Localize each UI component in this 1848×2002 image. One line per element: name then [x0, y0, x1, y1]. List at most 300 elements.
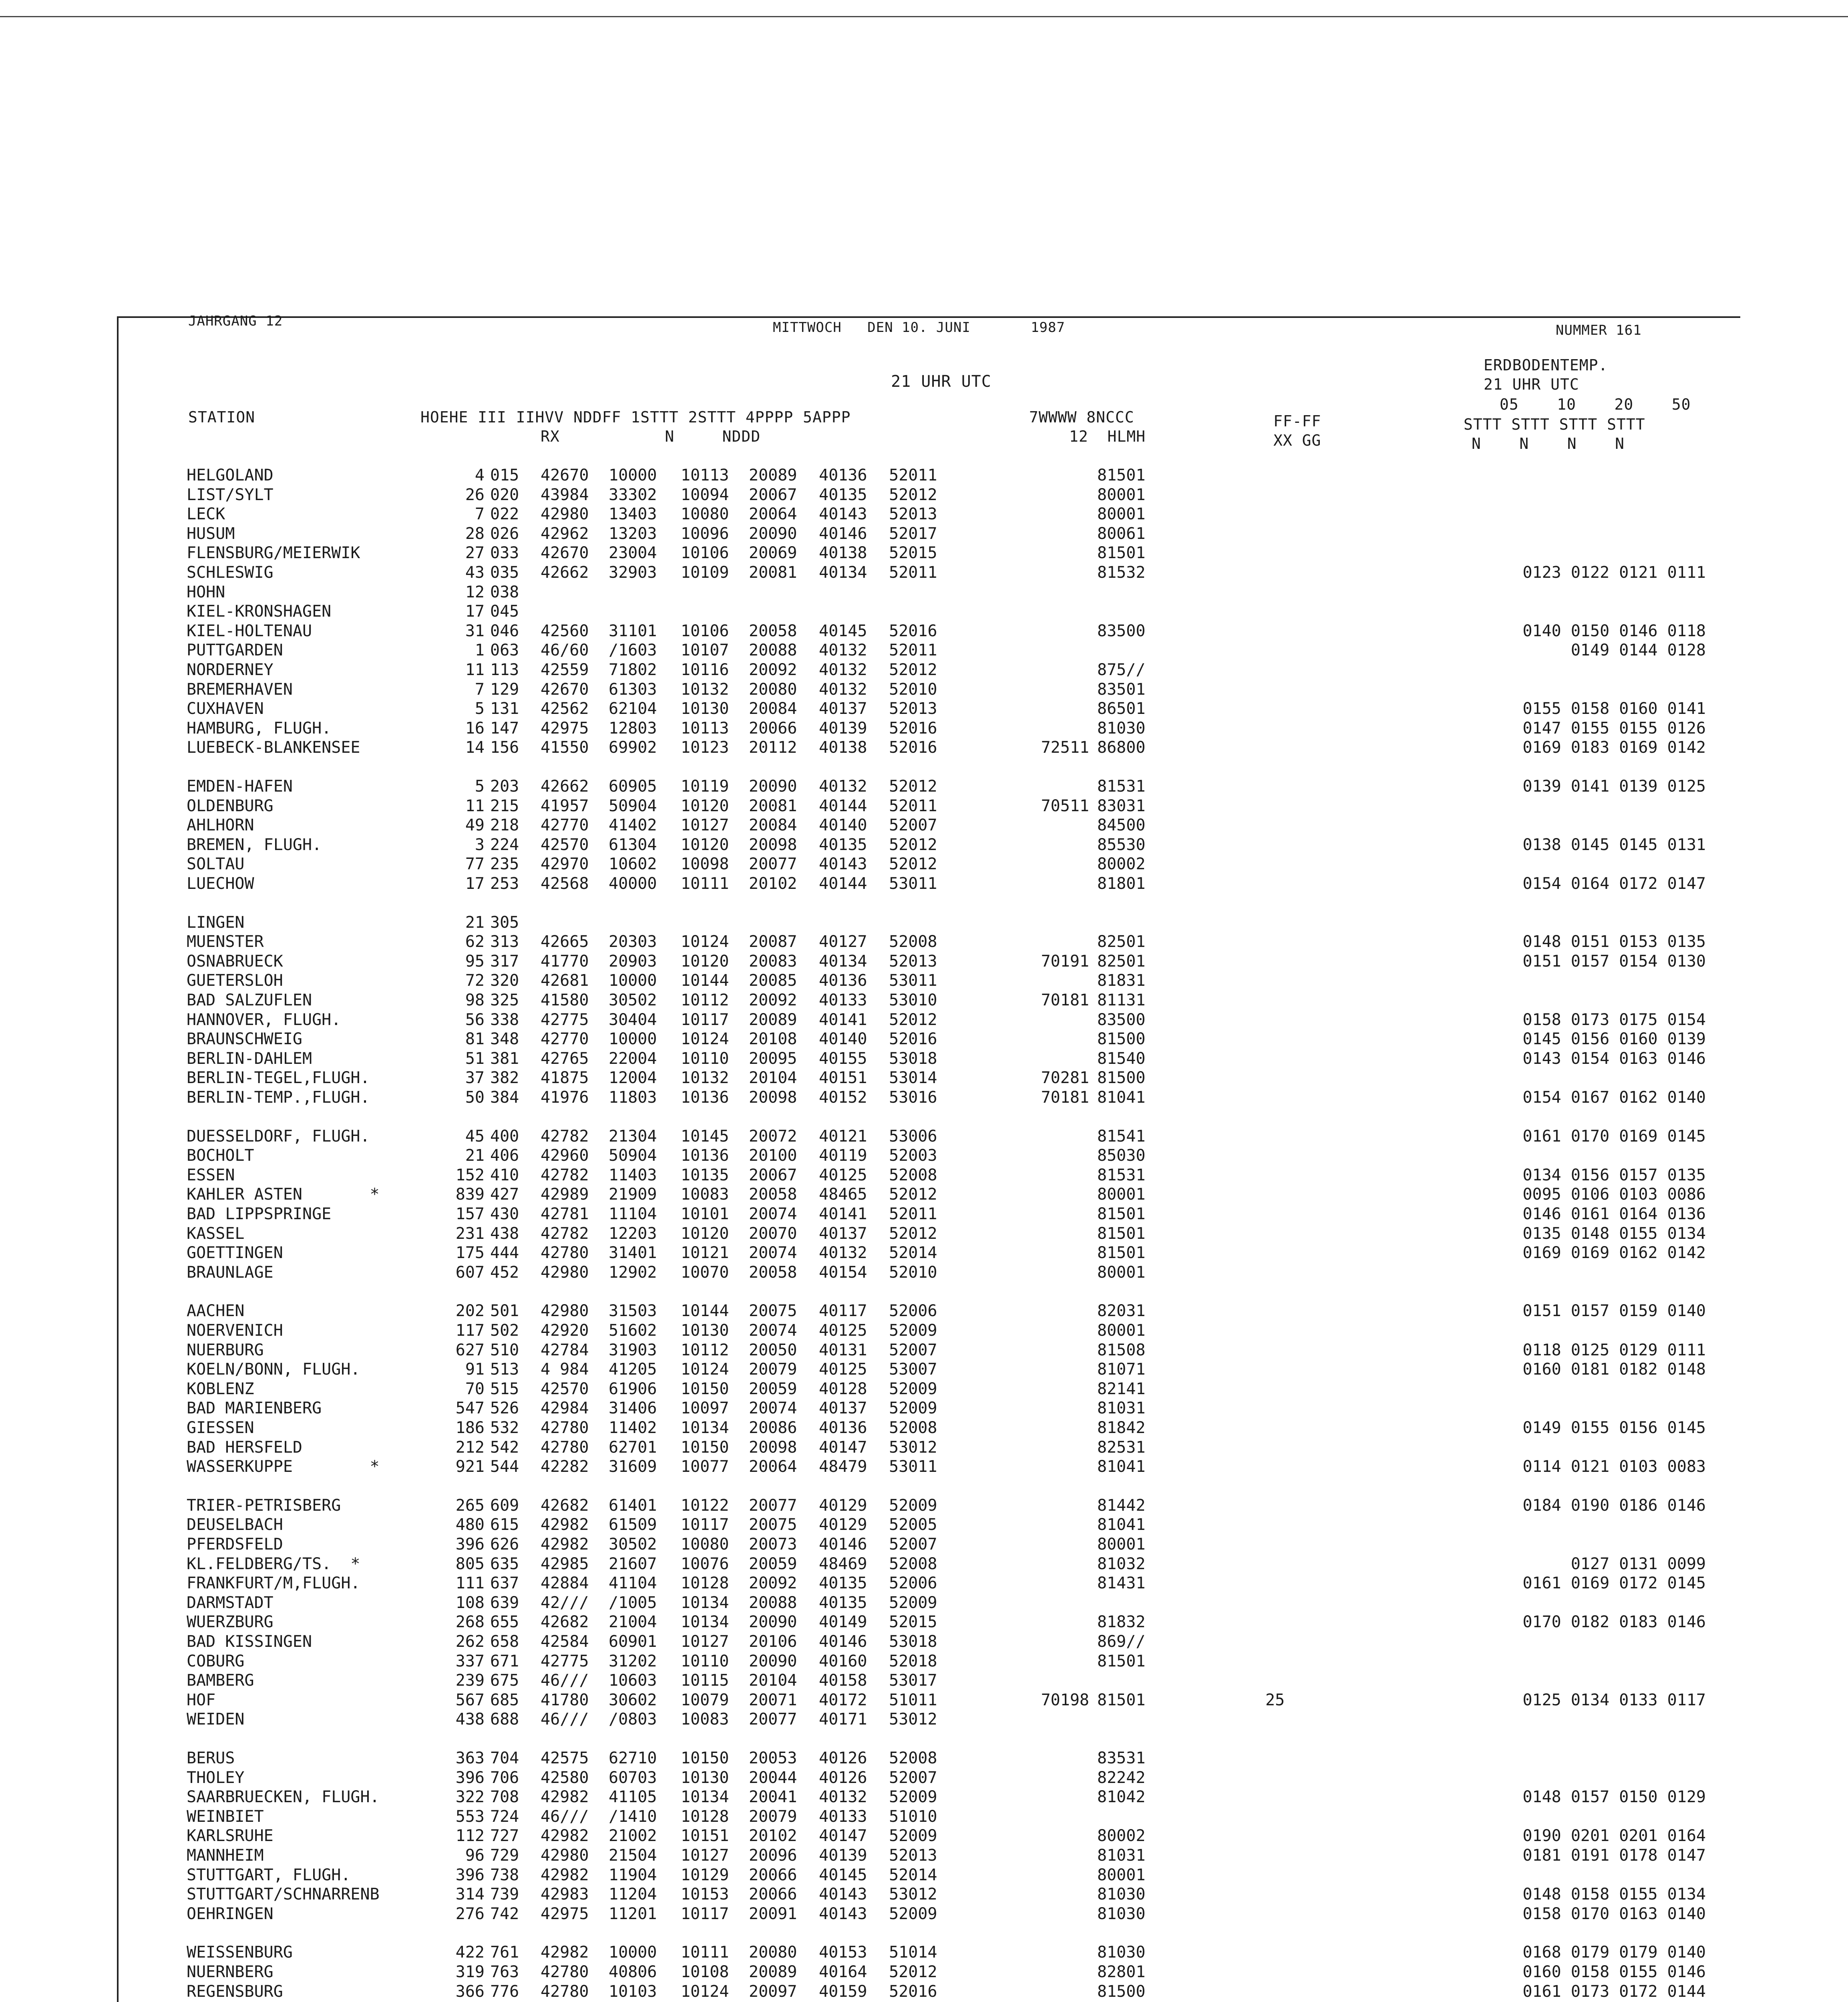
group-2sttt: 20098: [749, 836, 797, 854]
soil-temps: 0158 0173 0175 0154: [1522, 1011, 1706, 1029]
group-4pppp: 40158: [819, 1671, 867, 1690]
station-name: MANNHEIM: [187, 1846, 264, 1865]
group-5appp: 52008: [889, 1749, 937, 1767]
group-4pppp: 40144: [819, 797, 867, 815]
group-nddff: 21504: [609, 1846, 657, 1865]
group-4pppp: 40125: [819, 1166, 867, 1184]
station-number: 704: [490, 1749, 519, 1767]
group-8nccc: 82501: [1097, 933, 1146, 951]
group-nddff: 33302: [609, 486, 657, 504]
group-1sttt: 10132: [681, 1069, 729, 1087]
group-2sttt: 20081: [749, 797, 797, 815]
group-iihvv: 42782: [541, 1127, 589, 1146]
station-name: SAARBRUECKEN, FLUGH.: [187, 1788, 380, 1806]
group-iihvv: 42770: [541, 1030, 589, 1048]
group-5appp: 52015: [889, 1613, 937, 1631]
soil-temps: 0161 0169 0172 0145: [1522, 1574, 1706, 1592]
group-4pppp: 40133: [819, 991, 867, 1009]
station-number: 763: [490, 1963, 519, 1981]
station-number: 384: [490, 1088, 519, 1107]
group-8nccc: 80001: [1097, 486, 1146, 504]
group-4pppp: 40147: [819, 1438, 867, 1457]
group-1sttt: 10134: [681, 1788, 729, 1806]
station-height: 262: [455, 1632, 485, 1651]
group-5appp: 52009: [889, 1321, 937, 1340]
group-2sttt: 20089: [749, 1011, 797, 1029]
station-name: HOF: [187, 1691, 216, 1709]
group-4pppp: 40143: [819, 1885, 867, 1904]
soil-temps: 0139 0141 0139 0125: [1522, 777, 1706, 796]
soil-temps: 0127 0131 0099: [1570, 1555, 1706, 1573]
soil-temps: 0169 0183 0169 0142: [1522, 738, 1706, 757]
group-nddff: 61509: [609, 1516, 657, 1534]
soil-temps: 0161 0170 0169 0145: [1522, 1127, 1706, 1146]
group-4pppp: 40145: [819, 1866, 867, 1884]
station-name: THOLEY: [187, 1769, 245, 1787]
group-iihvv: 42682: [541, 1613, 589, 1631]
group-4pppp: 40132: [819, 680, 867, 699]
group-1sttt: 10127: [681, 1846, 729, 1865]
group-2sttt: 20097: [749, 1982, 797, 2001]
station-number: 410: [490, 1166, 519, 1184]
group-1sttt: 10144: [681, 971, 729, 990]
station-number: 438: [490, 1224, 519, 1243]
station-height: 14: [465, 738, 485, 757]
station-number: 020: [490, 486, 519, 504]
station-name: WEINBIET: [187, 1807, 264, 1826]
soil-temps: 0151 0157 0154 0130: [1522, 952, 1706, 971]
group-5appp: 52005: [889, 1516, 937, 1534]
group-8nccc: 81030: [1097, 1943, 1146, 1962]
group-5appp: 52012: [889, 1224, 937, 1243]
station-number: 444: [490, 1244, 519, 1262]
group-1sttt: 10096: [681, 525, 729, 543]
group-2sttt: 20053: [749, 1749, 797, 1767]
group-1sttt: 10134: [681, 1419, 729, 1437]
group-8nccc: 81442: [1097, 1496, 1146, 1515]
soil-temps: 0148 0157 0150 0129: [1522, 1788, 1706, 1806]
station-name: REGENSBURG: [187, 1982, 283, 2001]
station-name: SOLTAU: [187, 855, 245, 873]
group-iihvv: 42980: [541, 1263, 589, 1282]
group-2sttt: 20075: [749, 1302, 797, 1320]
group-5appp: 52009: [889, 1380, 937, 1398]
station-number: 131: [490, 699, 519, 718]
group-nddff: 11104: [609, 1205, 657, 1223]
group-1sttt: 10111: [681, 874, 729, 893]
station-number: 609: [490, 1496, 519, 1515]
group-2sttt: 20073: [749, 1535, 797, 1554]
group-2sttt: 20077: [749, 855, 797, 873]
group-4pppp: 48465: [819, 1185, 867, 1204]
group-iihvv: 46///: [541, 1710, 589, 1729]
group-4pppp: 40133: [819, 1807, 867, 1826]
group-5appp: 52016: [889, 1030, 937, 1048]
group-2sttt: 20059: [749, 1380, 797, 1398]
station-height: 56: [465, 1011, 485, 1029]
group-2sttt: 20070: [749, 1224, 797, 1243]
station-height: 51: [465, 1049, 485, 1068]
group-nddff: 21304: [609, 1127, 657, 1146]
group-4pppp: 40135: [819, 1594, 867, 1612]
group-iihvv: 42665: [541, 933, 589, 951]
station-height: 268: [455, 1613, 485, 1631]
group-8nccc: 85030: [1097, 1146, 1146, 1165]
soil-temps: 0138 0145 0145 0131: [1522, 836, 1706, 854]
group-nddff: 12004: [609, 1069, 657, 1087]
station-name: KOELN/BONN, FLUGH.: [187, 1360, 360, 1379]
group-nddff: 31101: [609, 622, 657, 640]
group-4pppp: 40127: [819, 933, 867, 951]
soil-temps: 0149 0155 0156 0145: [1522, 1419, 1706, 1437]
group-8nccc: 80002: [1097, 855, 1146, 873]
group-8nccc: 80001: [1097, 1185, 1146, 1204]
group-nddff: 61906: [609, 1380, 657, 1398]
group-4pppp: 40160: [819, 1652, 867, 1670]
group-iihvv: 42980: [541, 505, 589, 523]
group-5appp: 52003: [889, 1146, 937, 1165]
wind-column-header: FF-FF: [1273, 412, 1321, 430]
soil-temps: 0154 0164 0172 0147: [1522, 874, 1706, 893]
group-1sttt: 10120: [681, 952, 729, 971]
group-2sttt: 20074: [749, 1321, 797, 1340]
group-8nccc: 81041: [1097, 1088, 1146, 1107]
station-number: 688: [490, 1710, 519, 1729]
group-8nccc: 80001: [1097, 1866, 1146, 1884]
group-iihvv: 42568: [541, 874, 589, 893]
station-number: 544: [490, 1457, 519, 1476]
station-height: 839: [455, 1185, 485, 1204]
station-height: 553: [455, 1807, 485, 1826]
station-height: 49: [465, 816, 485, 834]
soil-temps: 0143 0154 0163 0146: [1522, 1049, 1706, 1068]
group-4pppp: 40146: [819, 525, 867, 543]
station-name: FLENSBURG/MEIERWIK: [187, 544, 360, 562]
station-height: 62: [465, 933, 485, 951]
group-4pppp: 40146: [819, 1632, 867, 1651]
station-name: LIST/SYLT: [187, 486, 273, 504]
group-1sttt: 10130: [681, 699, 729, 718]
station-number: 113: [490, 661, 519, 679]
group-column-subheader: RX N NDDD: [541, 428, 761, 445]
group-5appp: 52008: [889, 1555, 937, 1573]
station-name: NOERVENICH: [187, 1321, 283, 1340]
station-number: 325: [490, 991, 519, 1009]
station-name: PUTTGARDEN: [187, 641, 283, 659]
group-7wwww: 72511: [1041, 738, 1089, 757]
station-height: 43: [465, 563, 485, 582]
soil-temps: 0181 0191 0178 0147: [1522, 1846, 1706, 1865]
group-8nccc: 81500: [1097, 1069, 1146, 1087]
group-5appp: 52012: [889, 777, 937, 796]
group-iihvv: 42980: [541, 1846, 589, 1865]
soil-temps: 0149 0144 0128: [1570, 641, 1706, 659]
group-2sttt: 20075: [749, 1516, 797, 1534]
group-column-header: HOEHE III IIHVV NDDFF 1STTT 2STTT 4PPPP 5APPP: [420, 408, 851, 426]
group-5appp: 53012: [889, 1710, 937, 1729]
group-iihvv: 46/60: [541, 641, 589, 659]
group-5appp: 52016: [889, 719, 937, 738]
group-8nccc: 80001: [1097, 1321, 1146, 1340]
group-2sttt: 20092: [749, 991, 797, 1009]
group-4pppp: 40138: [819, 544, 867, 562]
station-height: 239: [455, 1671, 485, 1690]
group-iihvv: 42920: [541, 1321, 589, 1340]
group-nddff: 69902: [609, 738, 657, 757]
group-1sttt: 10106: [681, 544, 729, 562]
group-4pppp: 40126: [819, 1749, 867, 1767]
group-8nccc: 82801: [1097, 1963, 1146, 1981]
group-4pppp: 40131: [819, 1341, 867, 1359]
station-height: 396: [455, 1866, 485, 1884]
group-nddff: 60703: [609, 1769, 657, 1787]
group-1sttt: 10128: [681, 1574, 729, 1592]
station-height: 186: [455, 1419, 485, 1437]
group-4pppp: 48479: [819, 1457, 867, 1476]
scan-edge-line: [0, 16, 1848, 17]
station-height: 607: [455, 1263, 485, 1282]
group-nddff: 41105: [609, 1788, 657, 1806]
group-5appp: 53016: [889, 1088, 937, 1107]
station-name: GUETERSLOH: [187, 971, 283, 990]
group-nddff: 51602: [609, 1321, 657, 1340]
station-number: 708: [490, 1788, 519, 1806]
group-8nccc: 81801: [1097, 874, 1146, 893]
group-iihvv: 42782: [541, 1224, 589, 1243]
group-5appp: 52011: [889, 1205, 937, 1223]
station-name: DARMSTADT: [187, 1594, 273, 1612]
group-8nccc: 82501: [1097, 952, 1146, 971]
group-iihvv: 41770: [541, 952, 589, 971]
group-8nccc: 82141: [1097, 1380, 1146, 1398]
station-height: 157: [455, 1205, 485, 1223]
station-name: CUXHAVEN: [187, 699, 264, 718]
group-4pppp: 40143: [819, 1905, 867, 1923]
group-2sttt: 20085: [749, 971, 797, 990]
group-7wwww: 70181: [1041, 991, 1089, 1009]
group-nddff: 62710: [609, 1749, 657, 1767]
group-nddff: 21909: [609, 1185, 657, 1204]
group-nddff: 61304: [609, 836, 657, 854]
group-2sttt: 20083: [749, 952, 797, 971]
group-nddff: 10000: [609, 1030, 657, 1048]
station-name: BAD KISSINGEN: [187, 1632, 312, 1651]
group-4pppp: 40121: [819, 1127, 867, 1146]
group-8nccc: 81071: [1097, 1360, 1146, 1379]
group-8nccc: 81431: [1097, 1574, 1146, 1592]
group-nddff: 50904: [609, 797, 657, 815]
station-number: 727: [490, 1827, 519, 1845]
group-5appp: 52015: [889, 544, 937, 562]
group-nddff: 13203: [609, 525, 657, 543]
group-8nccc: 81532: [1097, 563, 1146, 582]
station-number: 501: [490, 1302, 519, 1320]
group-2sttt: 20087: [749, 933, 797, 951]
station-height: 7: [475, 505, 485, 523]
group-iihvv: 42670: [541, 466, 589, 484]
group-2sttt: 20064: [749, 1457, 797, 1476]
group-2sttt: 20072: [749, 1127, 797, 1146]
soil-temps: 0160 0181 0182 0148: [1522, 1360, 1706, 1379]
station-number: 615: [490, 1516, 519, 1534]
group-2sttt: 20088: [749, 641, 797, 659]
station-name: WEIDEN: [187, 1710, 245, 1729]
group-2sttt: 20066: [749, 719, 797, 738]
group-nddff: 61303: [609, 680, 657, 699]
station-number: 215: [490, 797, 519, 815]
station-name: KAHLER ASTEN *: [187, 1185, 380, 1204]
station-height: 322: [455, 1788, 485, 1806]
group-1sttt: 10122: [681, 1496, 729, 1515]
group-1sttt: 10076: [681, 1555, 729, 1573]
group-iihvv: 42560: [541, 622, 589, 640]
station-height: 31: [465, 622, 485, 640]
group-nddff: 61401: [609, 1496, 657, 1515]
station-name: BERLIN-TEGEL,FLUGH.: [187, 1069, 370, 1087]
group-2sttt: 20067: [749, 1166, 797, 1184]
weather-column-header: 7WWWW 8NCCC: [1029, 408, 1134, 426]
group-iihvv: 42960: [541, 1146, 589, 1165]
group-iihvv: 42781: [541, 1205, 589, 1223]
group-7wwww: 70281: [1041, 1069, 1089, 1087]
station-number: 658: [490, 1632, 519, 1651]
station-name: NUERBURG: [187, 1341, 264, 1359]
group-5appp: 52008: [889, 1166, 937, 1184]
group-1sttt: 10083: [681, 1710, 729, 1729]
group-nddff: 11204: [609, 1885, 657, 1904]
station-height: 96: [465, 1846, 485, 1865]
station-height: 547: [455, 1399, 485, 1417]
group-5appp: 53011: [889, 971, 937, 990]
group-1sttt: 10151: [681, 1827, 729, 1845]
group-iihvv: 42962: [541, 525, 589, 543]
group-8nccc: 83031: [1097, 797, 1146, 815]
soil-temps: 0114 0121 0103 0083: [1522, 1457, 1706, 1476]
group-nddff: 30404: [609, 1011, 657, 1029]
group-8nccc: 82242: [1097, 1769, 1146, 1787]
station-name: KL.FELDBERG/TS. *: [187, 1555, 360, 1573]
group-nddff: 41104: [609, 1574, 657, 1592]
group-iihvv: 46///: [541, 1807, 589, 1826]
group-5appp: 52008: [889, 933, 937, 951]
group-1sttt: 10116: [681, 661, 729, 679]
station-number: 045: [490, 602, 519, 621]
group-8nccc: 81531: [1097, 777, 1146, 796]
group-5appp: 53014: [889, 1069, 937, 1087]
group-8nccc: 80001: [1097, 505, 1146, 523]
group-7wwww: 70191: [1041, 952, 1089, 971]
group-4pppp: 40135: [819, 836, 867, 854]
station-height: 91: [465, 1360, 485, 1379]
station-height: 37: [465, 1069, 485, 1087]
group-1sttt: 10080: [681, 1535, 729, 1554]
group-nddff: 31406: [609, 1399, 657, 1417]
soil-temp-time: 21 UHR UTC: [1484, 376, 1579, 393]
station-height: 276: [455, 1905, 485, 1923]
station-name: MUENSTER: [187, 933, 264, 951]
group-2sttt: 20074: [749, 1399, 797, 1417]
station-number: 742: [490, 1905, 519, 1923]
station-name: HANNOVER, FLUGH.: [187, 1011, 341, 1029]
group-8nccc: 81032: [1097, 1555, 1146, 1573]
station-number: 305: [490, 913, 519, 932]
soil-temps: 0151 0157 0159 0140: [1522, 1302, 1706, 1320]
group-iihvv: 42662: [541, 777, 589, 796]
group-iihvv: 42559: [541, 661, 589, 679]
group-iihvv: 42989: [541, 1185, 589, 1204]
station-name: AACHEN: [187, 1302, 245, 1320]
group-iihvv: 42575: [541, 1749, 589, 1767]
group-nddff: 11403: [609, 1166, 657, 1184]
station-number: 406: [490, 1146, 519, 1165]
group-5appp: 52012: [889, 836, 937, 854]
station-number: 542: [490, 1438, 519, 1457]
group-5appp: 53011: [889, 874, 937, 893]
station-name: KIEL-HOLTENAU: [187, 622, 312, 640]
station-number: 515: [490, 1380, 519, 1398]
station-number: 253: [490, 874, 519, 893]
group-1sttt: 10121: [681, 1244, 729, 1262]
group-5appp: 52007: [889, 1341, 937, 1359]
group-2sttt: 20092: [749, 661, 797, 679]
station-height: 627: [455, 1341, 485, 1359]
station-name: LINGEN: [187, 913, 245, 932]
station-height: 17: [465, 874, 485, 893]
group-nddff: 60901: [609, 1632, 657, 1651]
station-name: WASSERKUPPE *: [187, 1457, 380, 1476]
group-4pppp: 40129: [819, 1516, 867, 1534]
group-8nccc: 83531: [1097, 1749, 1146, 1767]
group-2sttt: 20090: [749, 1652, 797, 1670]
group-8nccc: 81131: [1097, 991, 1146, 1009]
group-4pppp: 40125: [819, 1321, 867, 1340]
group-2sttt: 20044: [749, 1769, 797, 1787]
group-iihvv: 42784: [541, 1341, 589, 1359]
station-number: 675: [490, 1671, 519, 1690]
group-8nccc: 81831: [1097, 971, 1146, 990]
group-1sttt: 10111: [681, 1943, 729, 1962]
issue-number: NUMMER 161: [1556, 322, 1642, 338]
group-1sttt: 10094: [681, 486, 729, 504]
group-2sttt: 20080: [749, 1943, 797, 1962]
group-2sttt: 20096: [749, 1846, 797, 1865]
group-iihvv: 42982: [541, 1516, 589, 1534]
soil-temps: 0095 0106 0103 0086: [1522, 1185, 1706, 1204]
group-4pppp: 40132: [819, 661, 867, 679]
group-2sttt: 20102: [749, 1827, 797, 1845]
group-4pppp: 40146: [819, 1535, 867, 1554]
group-1sttt: 10130: [681, 1769, 729, 1787]
station-number: 338: [490, 1011, 519, 1029]
station-name: STUTTGART/SCHNARRENB: [187, 1885, 380, 1904]
group-7wwww: 70198: [1041, 1691, 1089, 1709]
station-height: 231: [455, 1224, 485, 1243]
group-5appp: 53010: [889, 991, 937, 1009]
station-name: TRIER-PETRISBERG: [187, 1496, 341, 1515]
group-2sttt: 20074: [749, 1244, 797, 1262]
group-4pppp: 40132: [819, 1244, 867, 1262]
station-name: KARLSRUHE: [187, 1827, 273, 1845]
group-1sttt: 10129: [681, 1866, 729, 1884]
group-iihvv: 43984: [541, 486, 589, 504]
group-7wwww: 70181: [1041, 1088, 1089, 1107]
group-2sttt: 20074: [749, 1205, 797, 1223]
group-nddff: 11803: [609, 1088, 657, 1107]
station-height: 337: [455, 1652, 485, 1670]
group-8nccc: 86501: [1097, 699, 1146, 718]
group-1sttt: 10113: [681, 466, 729, 484]
group-2sttt: 20089: [749, 466, 797, 484]
